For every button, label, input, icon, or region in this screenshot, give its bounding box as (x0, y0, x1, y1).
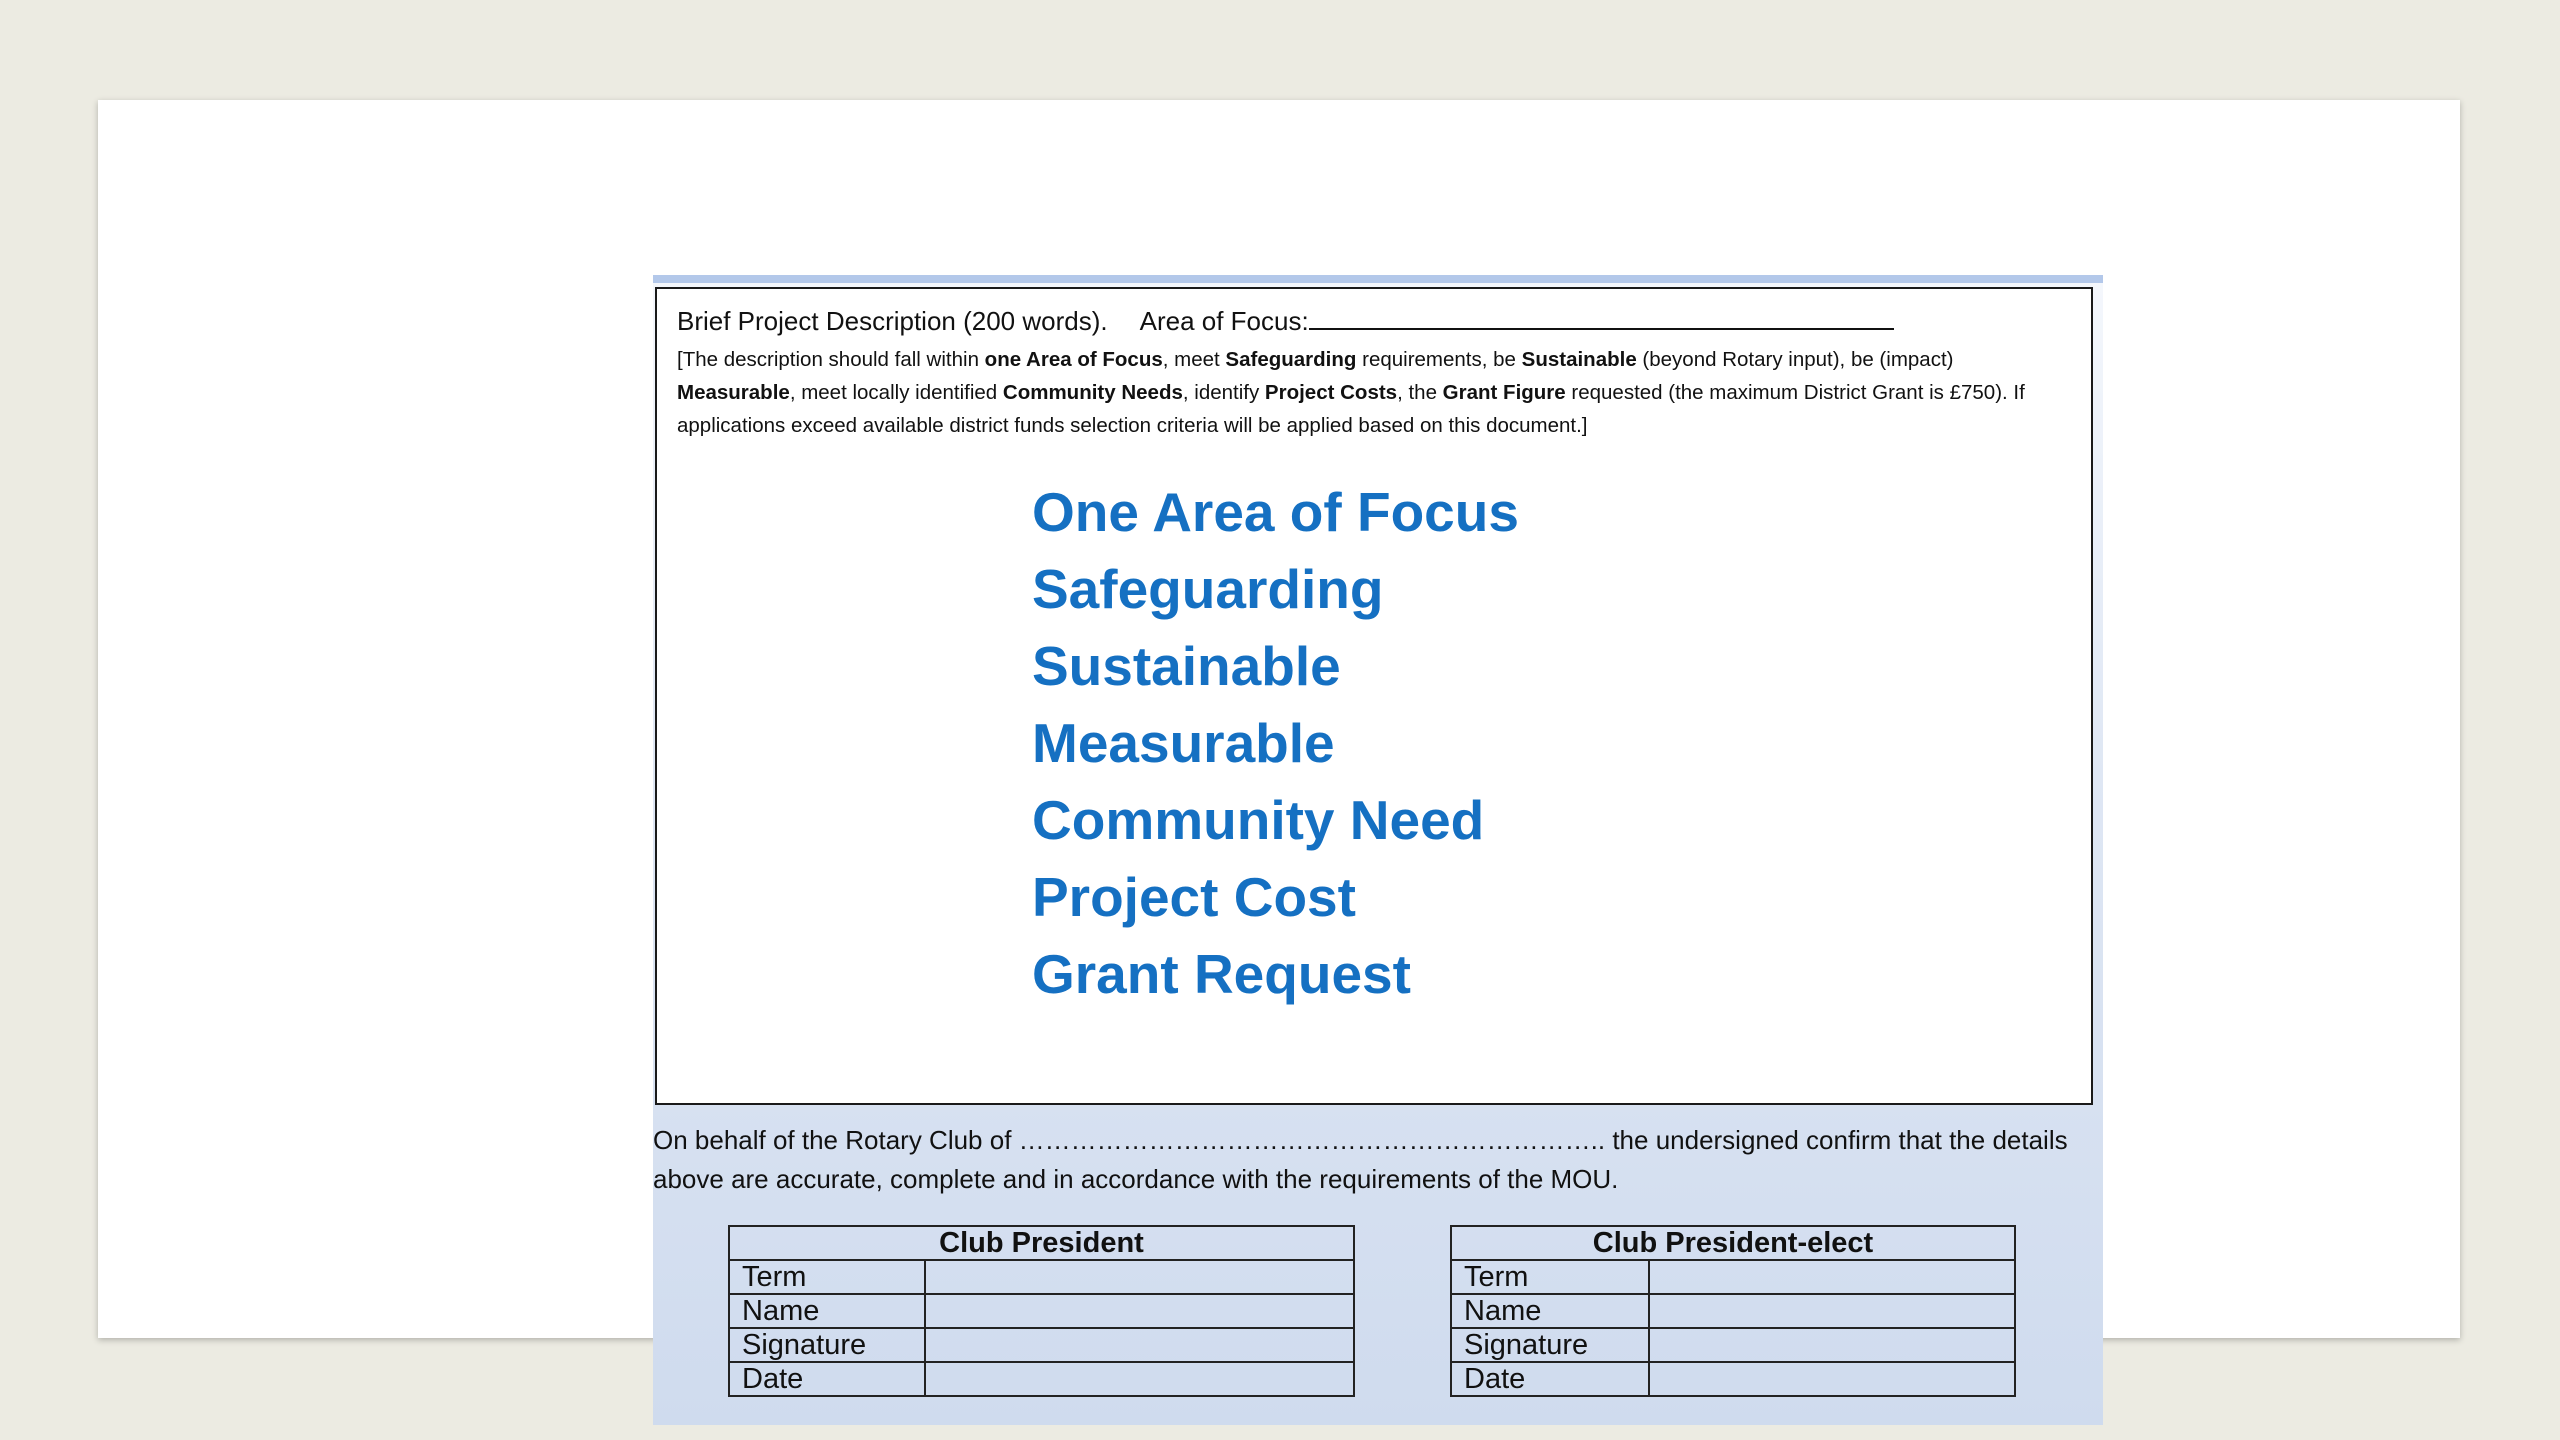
row-label: Signature (1451, 1328, 1649, 1362)
criteria-list (1032, 474, 1519, 1013)
table-row (1451, 1260, 2015, 1294)
note-emphasis: Measurable (677, 381, 790, 404)
row-label: Date (729, 1362, 925, 1396)
note-emphasis: one Area of Focus (984, 348, 1163, 371)
name-field[interactable] (925, 1294, 1354, 1328)
name-field[interactable] (1649, 1294, 2015, 1328)
note-text: , identify (1182, 381, 1265, 404)
signature-field[interactable] (925, 1328, 1354, 1362)
note-text: , meet (1162, 348, 1226, 371)
note-emphasis: Safeguarding (1225, 348, 1357, 371)
note-text: , meet locally identified (789, 381, 1003, 404)
criteria-item: One Area of Focus (1032, 481, 1519, 543)
note-emphasis: Sustainable (1521, 348, 1637, 371)
table-row (1451, 1362, 2015, 1396)
note-text: requirements, be (1356, 348, 1522, 371)
row-label: Name (1451, 1294, 1649, 1328)
criteria-item: Project Cost (1032, 866, 1356, 928)
note-text: , the (1397, 381, 1443, 404)
note-emphasis: Project Costs (1264, 381, 1398, 404)
club-president-table (728, 1225, 1355, 1397)
row-label: Term (1451, 1260, 1649, 1294)
slide (98, 100, 2460, 1395)
term-field[interactable] (1649, 1260, 2015, 1294)
row-label: Signature (729, 1328, 925, 1362)
note-emphasis: Community Needs (1002, 381, 1183, 404)
note-text: (beyond Rotary input), be (impact) (1636, 348, 1954, 371)
table-row (1451, 1294, 2015, 1328)
description-guidance-note (677, 343, 2077, 442)
criteria-item: Community Need (1032, 789, 1485, 851)
criteria-item: Measurable (1032, 712, 1335, 774)
date-field[interactable] (925, 1362, 1354, 1396)
table-title: Club President-elect (1451, 1226, 2015, 1260)
table-title: Club President (729, 1226, 1354, 1260)
date-field[interactable] (1649, 1362, 2015, 1396)
row-label: Name (729, 1294, 925, 1328)
term-field[interactable] (925, 1260, 1354, 1294)
criteria-item: Safeguarding (1032, 558, 1384, 620)
project-description-box (655, 287, 2093, 1105)
row-label: Date (1451, 1362, 1649, 1396)
table-row (1451, 1328, 2015, 1362)
table-row (729, 1328, 1354, 1362)
table-row (729, 1294, 1354, 1328)
confirmation-statement: On behalf of the Rotary Club of ………………………………………………………….. the undersigned confirm that the details above are accurate, complete and in accordance with the requirements of the MOU. (653, 1125, 2068, 1194)
table-row (729, 1260, 1354, 1294)
note-emphasis: Grant Figure (1442, 381, 1566, 404)
note-text: requested (the maximum District Grant is £750). If applications exceed available district funds selection criteria will be applied based on this document.] (677, 381, 2025, 437)
signature-field[interactable] (1649, 1328, 2015, 1362)
note-text: [The description should fall within (677, 348, 985, 371)
criteria-item: Grant Request (1032, 943, 1411, 1005)
club-president-elect-table (1450, 1225, 2016, 1397)
area-of-focus-field[interactable] (1309, 304, 1894, 330)
application-form-page (653, 275, 2103, 1425)
description-heading (677, 304, 1894, 337)
row-label: Term (729, 1260, 925, 1294)
area-of-focus-label: Area of Focus: (1139, 306, 1309, 336)
description-title: Brief Project Description (200 words). (677, 306, 1108, 336)
criteria-item: Sustainable (1032, 635, 1341, 697)
table-row (729, 1362, 1354, 1396)
